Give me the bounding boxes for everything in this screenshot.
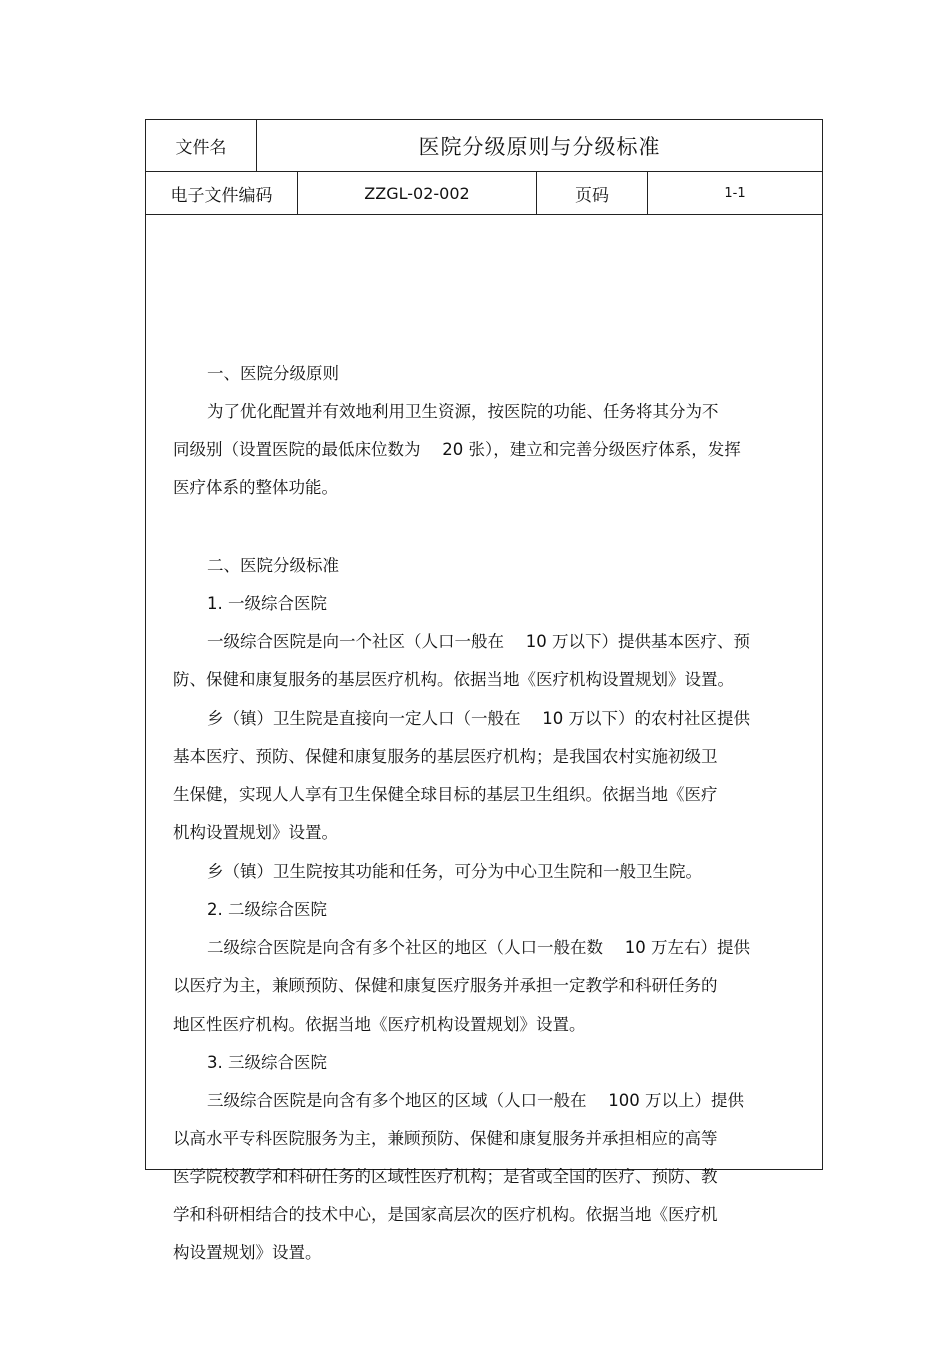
paragraph-line: 基本医疗、预防、保健和康复服务的基层医疗机构；是我国农村实施初级卫 [173, 747, 718, 766]
paragraph-line: 构设置规划》设置。 [173, 1243, 322, 1262]
document-body [146, 215, 822, 1262]
file-name-label: 文件名 [146, 120, 257, 171]
page-value: 1-1 [724, 185, 746, 201]
subsection-1-heading: 1. 一级综合医院 [207, 594, 327, 613]
paragraph-line: 防、保健和康复服务的基层医疗机构。依据当地《医疗机构设置规划》设置。 [173, 670, 734, 689]
paragraph-line: 以医疗为主，兼顾预防、保健和康复医疗服务并承担一定教学和科研任务的 [173, 976, 718, 995]
paragraph-line: 乡（镇）卫生院是直接向一定人口（一般在 10 万以下）的农村社区提供 [207, 709, 750, 728]
paragraph-line: 机构设置规划》设置。 [173, 823, 338, 842]
section-2-heading: 二、医院分级标准 [207, 556, 339, 575]
paragraph-line: 学和科研相结合的技术中心，是国家高层次的医疗机构。依据当地《医疗机 [173, 1205, 718, 1224]
paragraph-line: 二级综合医院是向含有多个社区的地区（人口一般在数 10 万左右）提供 [207, 938, 750, 957]
paragraph-line: 生保健，实现人人享有卫生保健全球目标的基层卫生组织。依据当地《医疗 [173, 785, 718, 804]
subsection-3-heading: 3. 三级综合医院 [207, 1053, 327, 1072]
header-row-title [146, 120, 822, 172]
paragraph-line: 为了优化配置并有效地利用卫生资源，按医院的功能、任务将其分为不 [207, 402, 719, 421]
paragraph-line: 地区性医疗机构。依据当地《医疗机构设置规划》设置。 [173, 1015, 586, 1034]
paragraph-line: 以高水平专科医院服务为主，兼顾预防、保健和康复服务并承担相应的高等 [173, 1129, 718, 1148]
paragraph-line: 医疗体系的整体功能。 [173, 478, 338, 497]
page-label: 页码 [537, 172, 648, 214]
code-label: 电子文件编码 [146, 172, 298, 214]
subsection-2-heading: 2. 二级综合医院 [207, 900, 327, 919]
document-frame [145, 119, 823, 1262]
file-name-value: 医院分级原则与分级标准 [418, 134, 661, 159]
paragraph-line: 乡（镇）卫生院按其功能和任务，可分为中心卫生院和一般卫生院。 [207, 862, 702, 881]
paragraph-line: 一级综合医院是向一个社区（人口一般在 10 万以下）提供基本医疗、预 [207, 632, 750, 651]
paragraph-line: 同级别（设置医院的最低床位数为 20 张），建立和完善分级医疗体系，发挥 [173, 440, 741, 459]
header-row-code [146, 172, 822, 215]
code-value: ZZGL-02-002 [298, 172, 537, 214]
paragraph-line: 医学院校教学和科研任务的区域性医疗机构；是省或全国的医疗、预防、教 [173, 1167, 718, 1186]
section-1-heading: 一、医院分级原则 [207, 364, 339, 383]
paragraph-line: 三级综合医院是向含有多个地区的区域（人口一般在 100 万以上）提供 [207, 1091, 744, 1110]
